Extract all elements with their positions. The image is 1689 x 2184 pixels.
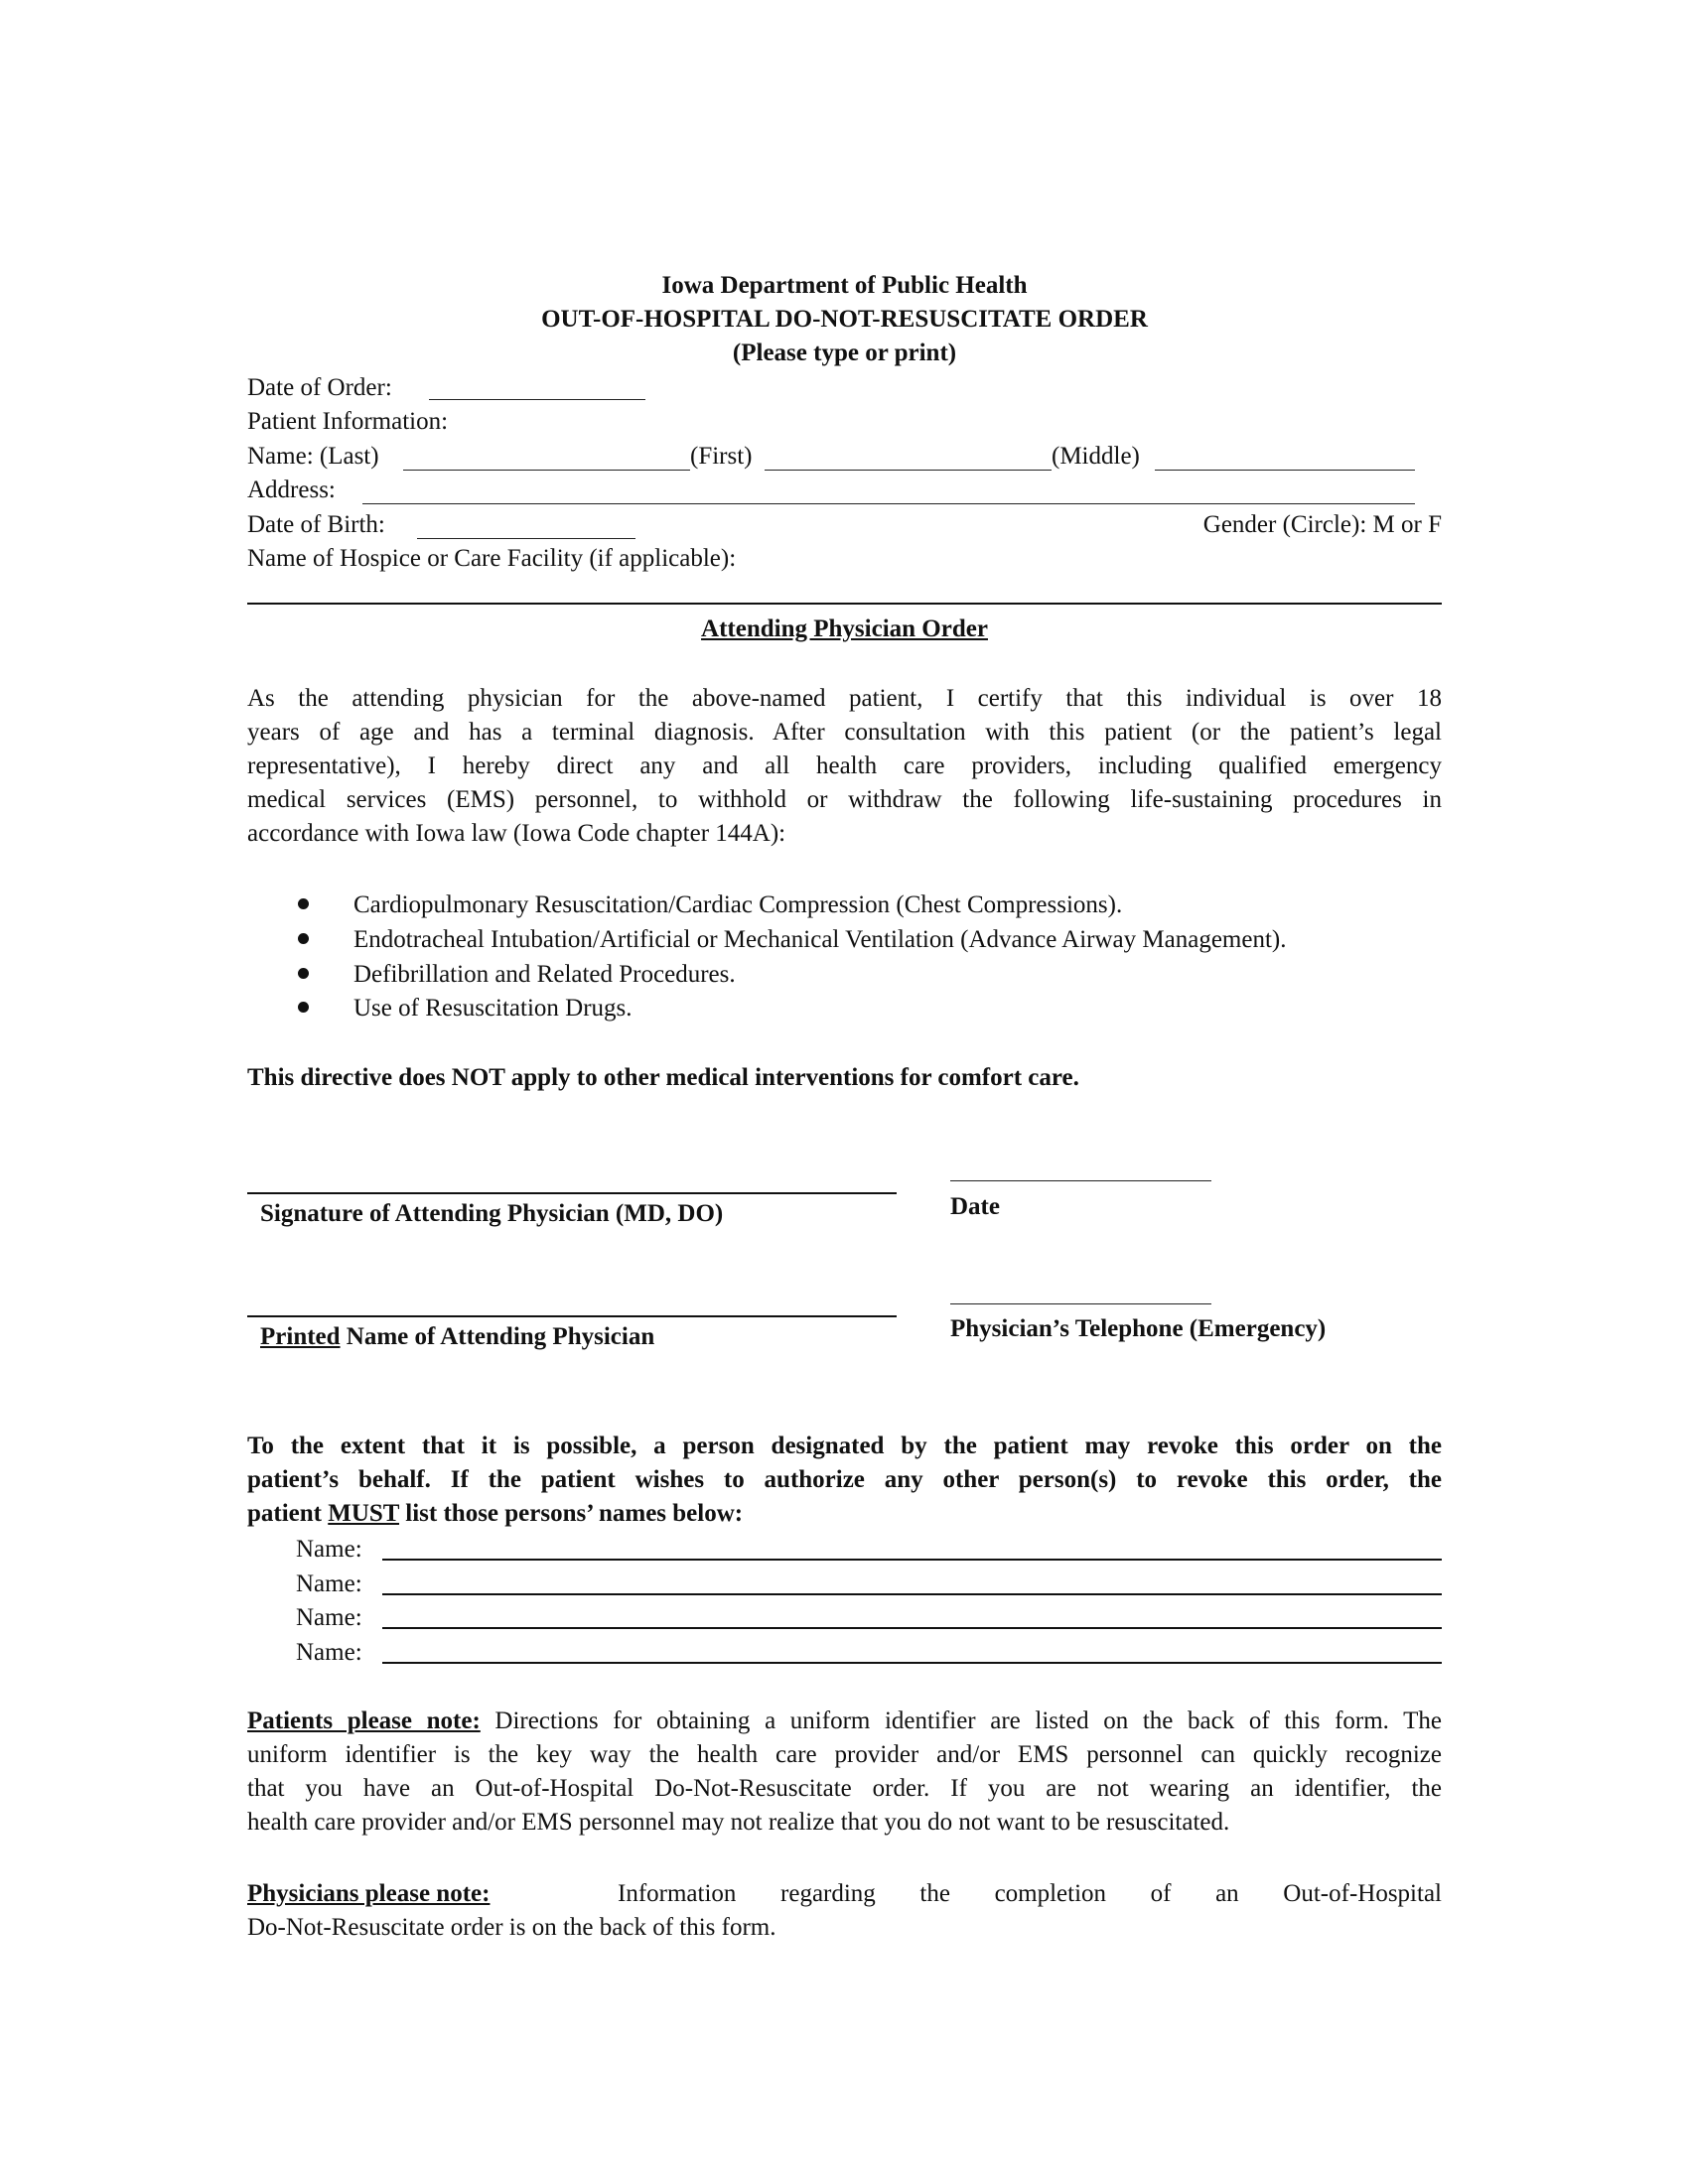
order-paragraph-line: accordance with Iowa law (Iowa Code chapter 144A):	[247, 820, 786, 847]
order-paragraph	[247, 682, 1442, 851]
revoke-name-field[interactable]	[382, 1593, 1442, 1595]
physicians-note-label: Physicians please note:	[247, 1880, 491, 1907]
middle-name-field[interactable]	[1155, 470, 1415, 471]
physicians-note-line	[247, 1877, 1442, 1911]
section-divider[interactable]	[247, 603, 1442, 605]
printed-name-rest: Name of Attending Physician	[340, 1323, 655, 1350]
patients-note	[247, 1705, 1442, 1840]
patients-note-line: uniform identifier is the key way the health care provider and/or EMS personnel can quickly recognize	[247, 1741, 1442, 1768]
gender-label: Gender (Circle): M or F	[1202, 511, 1442, 538]
procedure-item: Endotracheal Intubation/Artificial or Mechanical Ventilation (Advance Airway Management).	[353, 926, 1287, 953]
order-heading: Attending Physician Order	[701, 615, 988, 642]
procedure-item: Use of Resuscitation Drugs.	[353, 995, 633, 1022]
telephone-line[interactable]	[950, 1303, 1211, 1304]
bullet-dot	[298, 1002, 309, 1013]
printed-word: Printed	[260, 1323, 341, 1350]
printed-name-line[interactable]	[247, 1315, 897, 1317]
revoke-name-label: Name:	[296, 1639, 362, 1666]
date-of-order-field[interactable]	[429, 399, 645, 400]
order-paragraph-line: representative), I hereby direct any and all health care providers, including qualified emergency	[247, 752, 1442, 779]
revoke-name-label: Name:	[296, 1570, 362, 1597]
revoke-name-label: Name:	[296, 1536, 362, 1563]
telephone-label: Physician’s Telephone (Emergency)	[950, 1315, 1327, 1342]
date-label: Date	[950, 1193, 1000, 1220]
revoke-line: To the extent that it is possible, a person designated by the patient may revoke this order on the	[247, 1433, 1442, 1459]
signature-label: Signature of Attending Physician (MD, DO)	[260, 1200, 724, 1227]
patients-note-text: Directions for obtaining a uniform identifier are listed on the back of this form. The	[480, 1707, 1442, 1734]
physicians-note	[247, 1877, 1442, 1945]
address-field[interactable]	[362, 503, 1415, 504]
patients-note-label: Patients please note:	[247, 1707, 481, 1734]
revoke-name-field[interactable]	[382, 1627, 1442, 1629]
patients-note-line: that you have an Out-of-Hospital Do-Not-Resuscitate order. If you are not wearing an identifier, the	[247, 1775, 1442, 1802]
procedure-item: Defibrillation and Related Procedures.	[353, 961, 736, 988]
bullet-dot	[298, 968, 309, 979]
date-line[interactable]	[950, 1180, 1211, 1181]
date-of-order-label: Date of Order:	[247, 374, 392, 401]
patient-info-label: Patient Information:	[247, 408, 449, 435]
printed-name-label	[260, 1320, 654, 1354]
department-name: Iowa Department of Public Health	[661, 272, 1028, 299]
bullet-dot	[298, 933, 309, 944]
directive-statement: This directive does NOT apply to other medical interventions for comfort care.	[247, 1064, 1079, 1091]
patients-note-line: health care provider and/or EMS personnel may not realize that you do not want to be resuscitated.	[247, 1809, 1230, 1836]
revoke-line3-post: list those persons’ names below:	[399, 1500, 744, 1527]
physicians-note-text: Information regarding the completion of an Out-of-Hospital	[618, 1880, 1442, 1907]
revoke-line3-pre: patient	[247, 1500, 329, 1527]
first-name-field[interactable]	[765, 470, 1052, 471]
bullet-dot	[298, 898, 309, 909]
revoke-name-field[interactable]	[382, 1559, 1442, 1561]
revoke-name-label: Name:	[296, 1604, 362, 1631]
form-title: OUT-OF-HOSPITAL DO-NOT-RESUSCITATE ORDER	[541, 306, 1148, 333]
revoke-line: patient’s behalf. If the patient wishes to authorize any other person(s) to revoke this order, the	[247, 1466, 1442, 1493]
revoke-line	[247, 1497, 1442, 1531]
order-paragraph-line: As the attending physician for the above-named patient, I certify that this individual is over 18	[247, 685, 1442, 712]
physicians-note-line: Do-Not-Resuscitate order is on the back of this form.	[247, 1914, 776, 1941]
revoke-name-field[interactable]	[382, 1662, 1442, 1664]
signature-line[interactable]	[247, 1192, 897, 1194]
name-last-label: Name: (Last)	[247, 443, 379, 470]
name-first-label: (First)	[690, 443, 753, 470]
order-paragraph-line: years of age and has a terminal diagnosis. After consultation with this patient (or the patient’s legal	[247, 719, 1442, 746]
order-paragraph-line: medical services (EMS) personnel, to withhold or withdraw the following life-sustaining procedures in	[247, 786, 1442, 813]
must-emphasis: MUST	[328, 1500, 400, 1527]
dob-field[interactable]	[417, 538, 635, 539]
form-instruction: (Please type or print)	[732, 340, 957, 366]
procedure-item: Cardiopulmonary Resuscitation/Cardiac Compression (Chest Compressions).	[353, 891, 1123, 918]
dob-label: Date of Birth:	[247, 511, 385, 538]
patients-note-line	[247, 1705, 1442, 1738]
last-name-field[interactable]	[403, 470, 690, 471]
address-label: Address:	[247, 477, 336, 503]
facility-label: Name of Hospice or Care Facility (if applicable):	[247, 545, 737, 572]
revoke-paragraph	[247, 1430, 1442, 1531]
name-middle-label: (Middle)	[1052, 443, 1140, 470]
